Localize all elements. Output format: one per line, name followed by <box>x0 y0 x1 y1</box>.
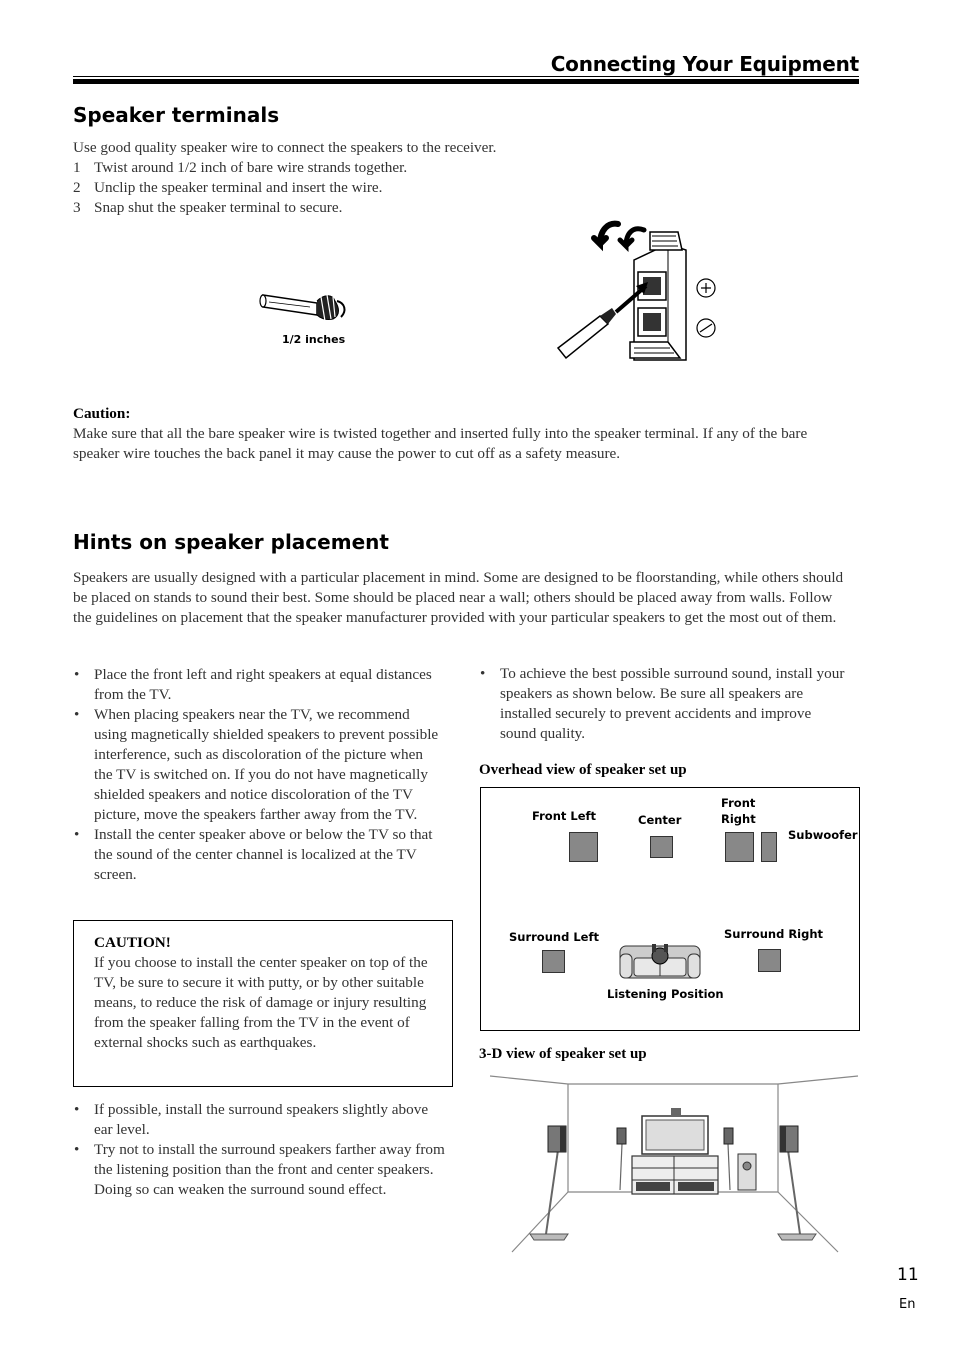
caution-box-label: CAUTION! <box>94 934 171 951</box>
steps-list <box>73 158 853 218</box>
bullet-item: • To achieve the best possible surround sound, install your speakers as shown below. Be sure all speakers are installed securely to prevent accidents and improve sound quality. <box>479 664 851 744</box>
twisted-wire-illustration <box>255 285 355 330</box>
section-title: Connecting Your Equipment <box>550 52 859 76</box>
caution-text: Make sure that all the bare speaker wire is twisted together and inserted fully into the speaker terminal. If any of the bare speaker wire touches the back panel it may cause the power to cut off as a safety measure. <box>73 425 808 462</box>
step-item: 3 Snap shut the speaker terminal to secure. <box>73 199 343 216</box>
language-code: En <box>899 1297 916 1312</box>
speaker-terminals-heading: Speaker terminals <box>73 103 280 127</box>
caution-box-text: If you choose to install the center speaker on top of the TV, be sure to secure it with putty, or by other suitable means, to reduce the risk of damage or injury resulting from the speaker falling from the TV in the event of external shocks such as earthquakes. <box>94 954 428 1051</box>
left-column <box>73 665 445 885</box>
wire-length-label: 1/2 inches <box>282 333 346 346</box>
surround-bullets <box>73 1100 445 1200</box>
intro-text: Use good quality speaker wire to connect the speakers to the receiver. <box>73 139 497 156</box>
placement-heading: Hints on speaker placement <box>73 530 389 554</box>
surround-left-speaker <box>542 950 565 973</box>
caution-label: Caution: <box>73 405 131 422</box>
surround-right-label: Surround Right <box>724 927 824 941</box>
caution-box <box>73 920 453 1087</box>
front-left-speaker <box>569 832 598 862</box>
view3d-caption: 3-D view of speaker set up <box>479 1046 647 1062</box>
header-rule-thin <box>73 76 859 77</box>
subwoofer-speaker <box>761 832 777 862</box>
bullet-item: • When placing speakers near the TV, we recommend using magnetically shielded speakers to prevent possible interference, such as discoloration of the picture when the TV is switched on. If you do not have magnetically shielded speakers and notice discoloration of the TV picture, move the speakers farther away from the TV. <box>73 705 445 825</box>
front-right-label-2: Right <box>721 812 756 826</box>
left-column-lower <box>73 1100 445 1200</box>
placement-intro: Speakers are usually designed with a particular placement in mind. Some are designed to be floorstanding, while others should be placed on stands to sound their best. Some should be placed near a wall; others should be placed away from walls. Follow the guidelines on placement that the speaker manufacturer provided with your particular speakers to get the most out of them. <box>73 569 844 626</box>
front-right-speaker <box>725 832 754 862</box>
bullet-item: • If possible, install the surround speakers slightly above ear level. <box>73 1100 445 1140</box>
overhead-diagram <box>480 787 860 1031</box>
center-label: Center <box>638 813 682 827</box>
bullet-item: • Install the center speaker above or below the TV so that the sound of the center channel is localized at the TV screen. <box>73 825 445 885</box>
bullet-item: • Try not to install the surround speakers farther away from the listening position than the front and center speakers. Doing so can weaken the surround sound effect. <box>73 1140 445 1200</box>
speaker-terminals-text <box>73 138 853 218</box>
front-left-label: Front Left <box>532 809 597 823</box>
front-right-label-1: Front <box>721 796 756 810</box>
page-number: 11 <box>897 1265 919 1285</box>
subwoofer-label: Subwoofer <box>788 828 858 842</box>
bullet-item: • Place the front left and right speakers at equal distances from the TV. <box>73 665 445 705</box>
room-3d-illustration <box>488 1072 860 1257</box>
sofa-icon <box>618 940 704 982</box>
surround-left-label: Surround Left <box>509 930 599 944</box>
speaker-terminal-illustration <box>550 220 730 365</box>
listening-position-label: Listening Position <box>607 987 724 1001</box>
caution-section <box>73 404 853 464</box>
right-bullets <box>479 664 851 744</box>
overhead-caption: Overhead view of speaker set up <box>479 762 687 778</box>
step-item: 2 Unclip the speaker terminal and insert the wire. <box>73 179 383 196</box>
header-rule <box>73 79 859 84</box>
step-item: 1 Twist around 1/2 inch of bare wire strands together. <box>73 159 408 176</box>
right-column <box>479 664 851 744</box>
surround-right-speaker <box>758 949 781 972</box>
center-speaker <box>650 836 673 858</box>
placement-bullets <box>73 665 445 885</box>
